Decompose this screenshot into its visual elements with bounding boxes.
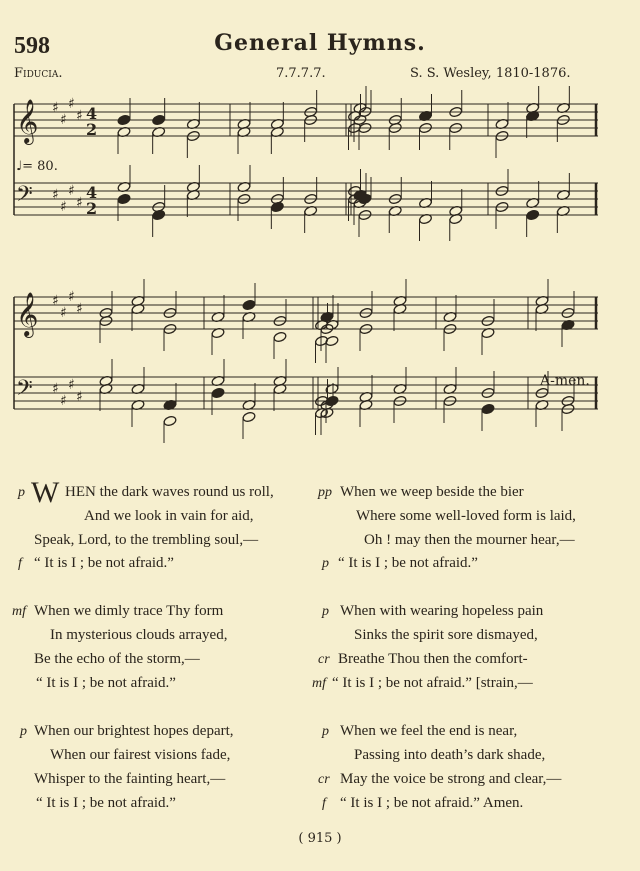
verse-line: “ It is I ; be not afraid.” [34,555,174,571]
svg-text:♯: ♯ [52,187,59,203]
verse-line: Speak, Lord, to the trembling soul,— [34,532,259,548]
note-head [481,403,495,415]
dynamic-mark: p [18,485,25,500]
note-head [152,114,166,126]
verse-line: “ It is I ; be not afraid.” Amen. [340,795,524,811]
verse-line: When we dimly trace Thy form [34,603,224,619]
note-head [273,331,287,343]
verse-line: “ It is I ; be not afraid.” [338,555,478,571]
time-signature [86,183,97,218]
verse-line: Sinks the spirit sore dismayed, [354,627,538,643]
verse-line: And we look in vain for aid, [84,508,254,524]
dynamic-mark: p [322,724,329,739]
svg-text:4: 4 [86,183,98,202]
dynamic-mark: cr [318,652,330,667]
dynamic-mark: pp [318,485,332,500]
svg-text:♯: ♯ [52,293,59,309]
svg-text:2: 2 [86,120,98,139]
verse-line: When our brightest hopes depart, [34,723,234,739]
dynamic-mark: mf [312,676,326,691]
treble-clef-icon: 𝄞 [16,99,39,143]
verse-line: “ It is I ; be not afraid.” [strain,— [332,675,533,691]
note-head [163,415,177,427]
meter: 7.7.7.7. [276,66,326,81]
staff-treble [14,104,598,136]
note-head [211,387,225,399]
note-head [117,114,131,126]
note-group [117,165,570,241]
bass-clef-icon: 𝄢 [16,376,33,406]
dynamic-mark: mf [12,604,26,619]
svg-text:♯: ♯ [52,100,59,116]
svg-text:4: 4 [86,104,98,123]
verse-line: When we feel the end is near, [340,723,518,739]
hymn-number: 598 [14,33,50,59]
svg-text:♯: ♯ [76,301,83,317]
svg-text:♯: ♯ [60,393,67,409]
tune-name: Fiducia. [14,66,63,81]
verse-line: “ It is I ; be not afraid.” [36,675,176,691]
dynamic-mark: p [322,604,329,619]
amen-label: A-men. [540,373,590,389]
svg-text:♯: ♯ [52,381,59,397]
dynamic-mark: f [322,796,326,811]
verse-line: Oh ! may then the mourner hear,— [364,532,575,548]
svg-text:♯: ♯ [60,305,67,321]
verse-line: Be the echo of the storm,— [34,651,200,667]
dynamic-mark: cr [318,772,330,787]
svg-text:♯: ♯ [76,389,83,405]
verse-line: Passing into death’s dark shade, [354,747,546,763]
svg-text:2: 2 [86,199,98,218]
dynamic-mark: p [20,724,27,739]
note-head [242,299,256,311]
svg-text:♯: ♯ [68,289,75,305]
svg-text:♯: ♯ [68,377,75,393]
svg-text:♯: ♯ [60,112,67,128]
verse-line: Whisper to the fainting heart,— [34,771,226,787]
svg-text:♯: ♯ [76,195,83,211]
verse-line: HEN the dark waves round us roll, [65,484,274,500]
verse-line: In mysterious clouds arrayed, [50,627,228,643]
treble-clef-icon: 𝄞 [16,292,39,336]
page-title: General Hymns. [214,30,426,56]
verse-line: “ It is I ; be not afraid.” [36,795,176,811]
verse-line: Breathe Thou then the comfort- [338,651,528,667]
note-head [242,411,256,423]
verse-line: May the voice be strong and clear,— [340,771,562,787]
verse-line: When we weep beside the bier [340,484,524,500]
verse-line: Where some well-loved form is laid, [356,508,576,524]
note-group [117,86,570,158]
page-number: ( 915 ) [298,831,342,846]
note-head [117,193,131,205]
svg-text:♯: ♯ [68,96,75,112]
verse-line: When with wearing hopeless pain [340,603,544,619]
verse-line: When our fairest visions fade, [50,747,231,763]
drop-cap: W [31,476,60,509]
svg-text:♯: ♯ [60,199,67,215]
svg-text:♯: ♯ [76,108,83,124]
composer: S. S. Wesley, 1810-1876. [410,66,571,81]
dynamic-mark: f [18,556,22,571]
svg-text:♯: ♯ [68,183,75,199]
bass-clef-icon: 𝄢 [16,182,33,212]
tempo-marking: ♩= 80. [16,159,58,174]
dynamic-mark: p [322,556,329,571]
note-head [526,209,540,221]
time-signature [86,104,97,139]
